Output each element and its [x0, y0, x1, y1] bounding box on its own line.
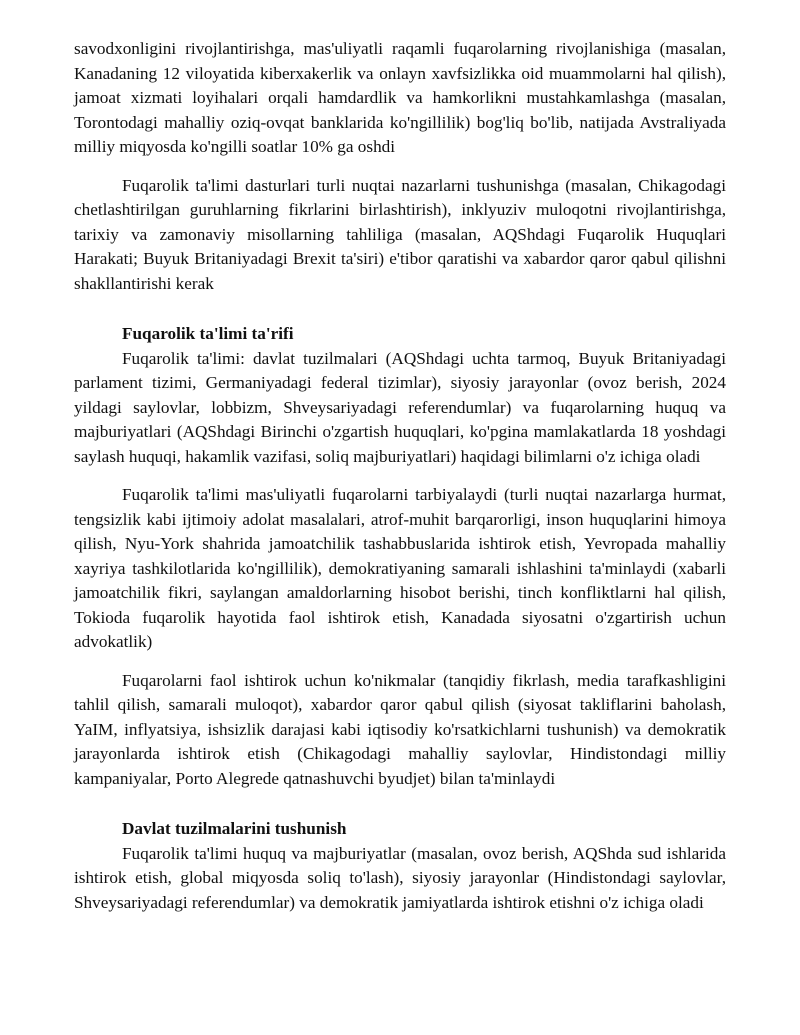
document-page [74, 37, 726, 915]
paragraph-civic-programs: Fuqarolik ta'limi dasturlari turli nuqtai nazarlarni tushunishga (masalan, Chikagodagi chetlashtirilgan guruhlarning fikrlarini birlashtirish), inklyuziv muloqotni rivojlantirishga, tarixiy va zamonaviy misollarning tahliliga (masalan, AQShdagi Fuqarolik Huquqlari Harakati; Buyuk Britaniyadagi Brexit ta'siri) e'tibor qaratishi va xabardor qaror qabul qilishni shakllantirishi kerak [74, 175, 726, 293]
paragraph-rights-duties: Fuqarolik ta'limi huquq va majburiyatlar (masalan, ovoz berish, AQShda sud ishlarida ishtirok etish, global miqyosda soliq to'lash), siyosiy jarayonlar (Hindistondagi saylovlar, Shveysariyadagi referendumlar) va demokratik jamiyatlarda ishtirok etishni o'z ichiga oladi [74, 843, 726, 912]
section-heading-definition: Fuqarolik ta'limi ta'rifi [122, 324, 294, 343]
paragraph-skills: Fuqarolarni faol ishtirok uchun ko'nikmalar (tanqidiy fikrlash, media tarafkashligini tahlil qilish, samarali muloqot), xabardor qaror qabul qilish (siyosat takliflarini baholash, YaIM, inflyatsiya, ishsizlik darajasi kabi iqtisodiy ko'rsatkichlarni tushunish) va demokratik jarayonlarda ishtirok etish (Chikagodagi mahalliy saylovlar, Hindistondagi milliy kampaniyalar, Porto Alegrede qatnashuvchi byudjet) bilan ta'minlaydi [74, 670, 726, 788]
section-heading-government-structures: Davlat tuzilmalarini tushunish [122, 819, 347, 838]
paragraph-continuation: savodxonligini rivojlantirishga, mas'uliyatli raqamli fuqarolarning rivojlanishiga (masalan, Kanadaning 12 viloyatida kiberxakerlik va onlayn xavfsizlikka oid muammolarni hal qilish), jamoat xizmati loyihalari orqali hamdardlik va hamkorlikni mustahkamlashga (masalan, Torontodagi mahalliy oziq-ovqat banklarida ko'ngillilik) bog'liq bo'lib, natijada Avstraliyada milliy miqyosda ko'ngilli soatlar 10% ga oshdi [74, 39, 726, 156]
paragraph-responsible-citizens: Fuqarolik ta'limi mas'uliyatli fuqarolarni tarbiyalaydi (turli nuqtai nazarlarga hurmat, tengsizlik kabi ijtimoiy adolat masalalari, atrof-muhit barqarorligi, inson huquqlarini himoya qilish, Nyu-York shahrida jamoatchilik tashabbuslarida ishtirok etish, Yevropada mahalliy xayriya tashkilotlarida ko'ngillilik), demokratiyaning samarali ishlashini ta'minlaydi (xabarli jamoatchilik fikri, saylangan amaldorlarning hisobot berishi, tinch konfliktlarni hal qilish, Tokioda fuqarolik hayotida faol ishtirok etish, Kanadada siyosatni o'zgartirish uchun advokatlik) [74, 485, 726, 651]
paragraph-definition: Fuqarolik ta'limi: davlat tuzilmalari (AQShdagi uchta tarmoq, Buyuk Britaniyadagi parlament tizimi, Germaniyadagi federal tizimlar), siyosiy jarayonlar (ovoz berish, 2024 yildagi saylovlar, lobbizm, Shveysariyadagi referendumlar) va fuqarolarning huquq va majburiyatlari (AQShdagi Birinchi o'zgartish huquqlari, ko'pgina mamlakatlarda 18 yoshdagi saylash huquqi, hakamlik vazifasi, soliq majburiyatlari) haqidagi bilimlarni o'z ichiga oladi [74, 348, 726, 466]
